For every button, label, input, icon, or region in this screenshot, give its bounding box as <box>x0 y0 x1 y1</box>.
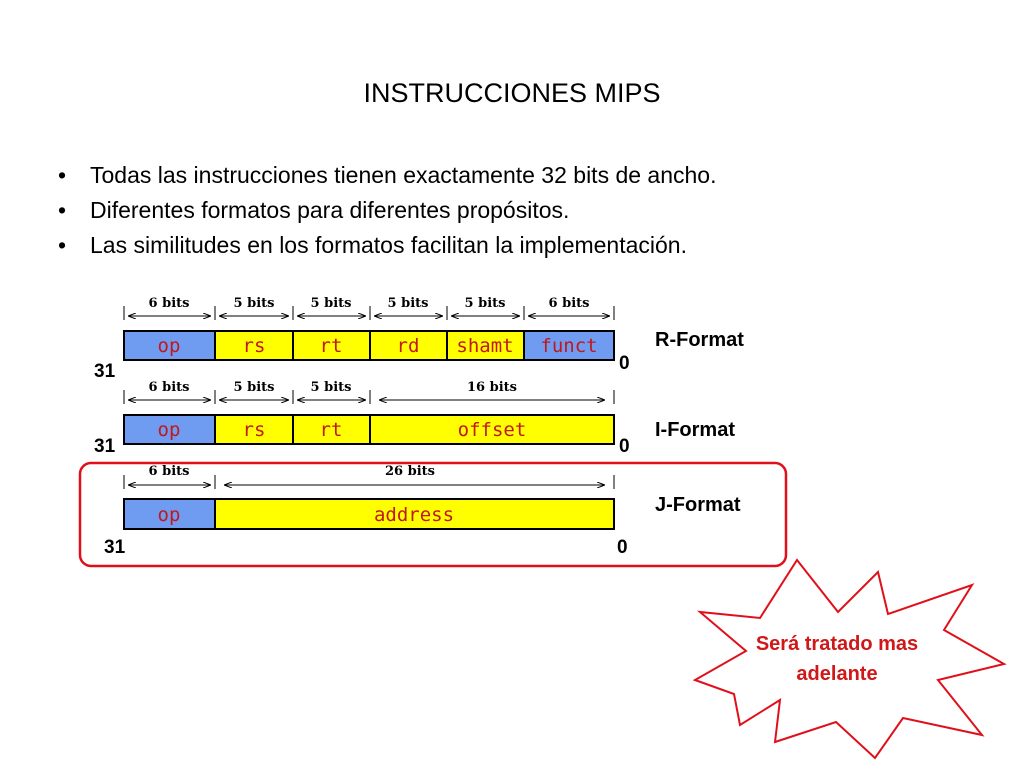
i-field-label: op <box>157 419 181 441</box>
r-low-bit: 0 <box>619 353 630 374</box>
bullet-text: Diferentes formatos para diferentes propósitos. <box>90 197 570 223</box>
i-field-label: rs <box>242 419 266 441</box>
i-format-group <box>94 380 735 457</box>
j-format-name: J-Format <box>655 494 741 516</box>
r-field-label: rs <box>242 335 266 357</box>
i-width-label: 6 bits <box>148 380 190 395</box>
r-width-label: 5 bits <box>387 296 429 311</box>
j-width-label: 26 bits <box>385 464 435 479</box>
i-high-bit: 31 <box>94 436 116 457</box>
r-field-label: shamt <box>456 335 514 357</box>
callout-text-line1: Será tratado mas <box>755 633 919 655</box>
i-width-label: 5 bits <box>233 380 275 395</box>
bullet-text: Todas las instrucciones tienen exactamente 32 bits de ancho. <box>90 162 717 188</box>
r-format-group <box>94 296 744 382</box>
j-field-label: op <box>157 504 181 526</box>
r-width-label: 5 bits <box>310 296 352 311</box>
r-width-label: 5 bits <box>233 296 275 311</box>
starburst-shape <box>695 560 1004 758</box>
r-width-label: 5 bits <box>464 296 506 311</box>
i-width-label: 16 bits <box>467 380 517 395</box>
callout-text-line2: adelante <box>796 663 878 685</box>
j-width-label: 6 bits <box>148 464 190 479</box>
callout-starburst <box>695 560 1004 758</box>
j-low-bit: 0 <box>617 537 628 558</box>
i-width-label: 5 bits <box>310 380 352 395</box>
j-field-label: address <box>373 504 455 526</box>
r-width-label: 6 bits <box>548 296 590 311</box>
i-format-name: I-Format <box>655 419 735 441</box>
i-low-bit: 0 <box>619 436 630 457</box>
r-field-label: rd <box>396 335 420 357</box>
j-format-dimension-lines <box>124 475 614 489</box>
r-high-bit: 31 <box>94 361 116 382</box>
r-field-label: funct <box>540 335 598 357</box>
r-format-dimension-lines <box>124 306 614 320</box>
i-field-label: rt <box>319 419 343 441</box>
j-high-bit: 31 <box>104 537 126 558</box>
i-field-label: offset <box>457 419 527 441</box>
r-width-label: 6 bits <box>148 296 190 311</box>
bullet-icon: • <box>58 197 67 223</box>
r-field-label: op <box>157 335 181 357</box>
bullet-icon: • <box>58 162 67 188</box>
bullet-text: Las similitudes en los formatos facilitan la implementación. <box>90 232 687 258</box>
bullet-icon: • <box>58 232 67 258</box>
slide-title: INSTRUCCIONES MIPS <box>363 78 661 108</box>
i-format-dimension-lines <box>124 390 614 404</box>
r-format-name: R-Format <box>655 329 744 351</box>
j-format-group <box>104 464 741 558</box>
r-field-label: rt <box>319 335 343 357</box>
